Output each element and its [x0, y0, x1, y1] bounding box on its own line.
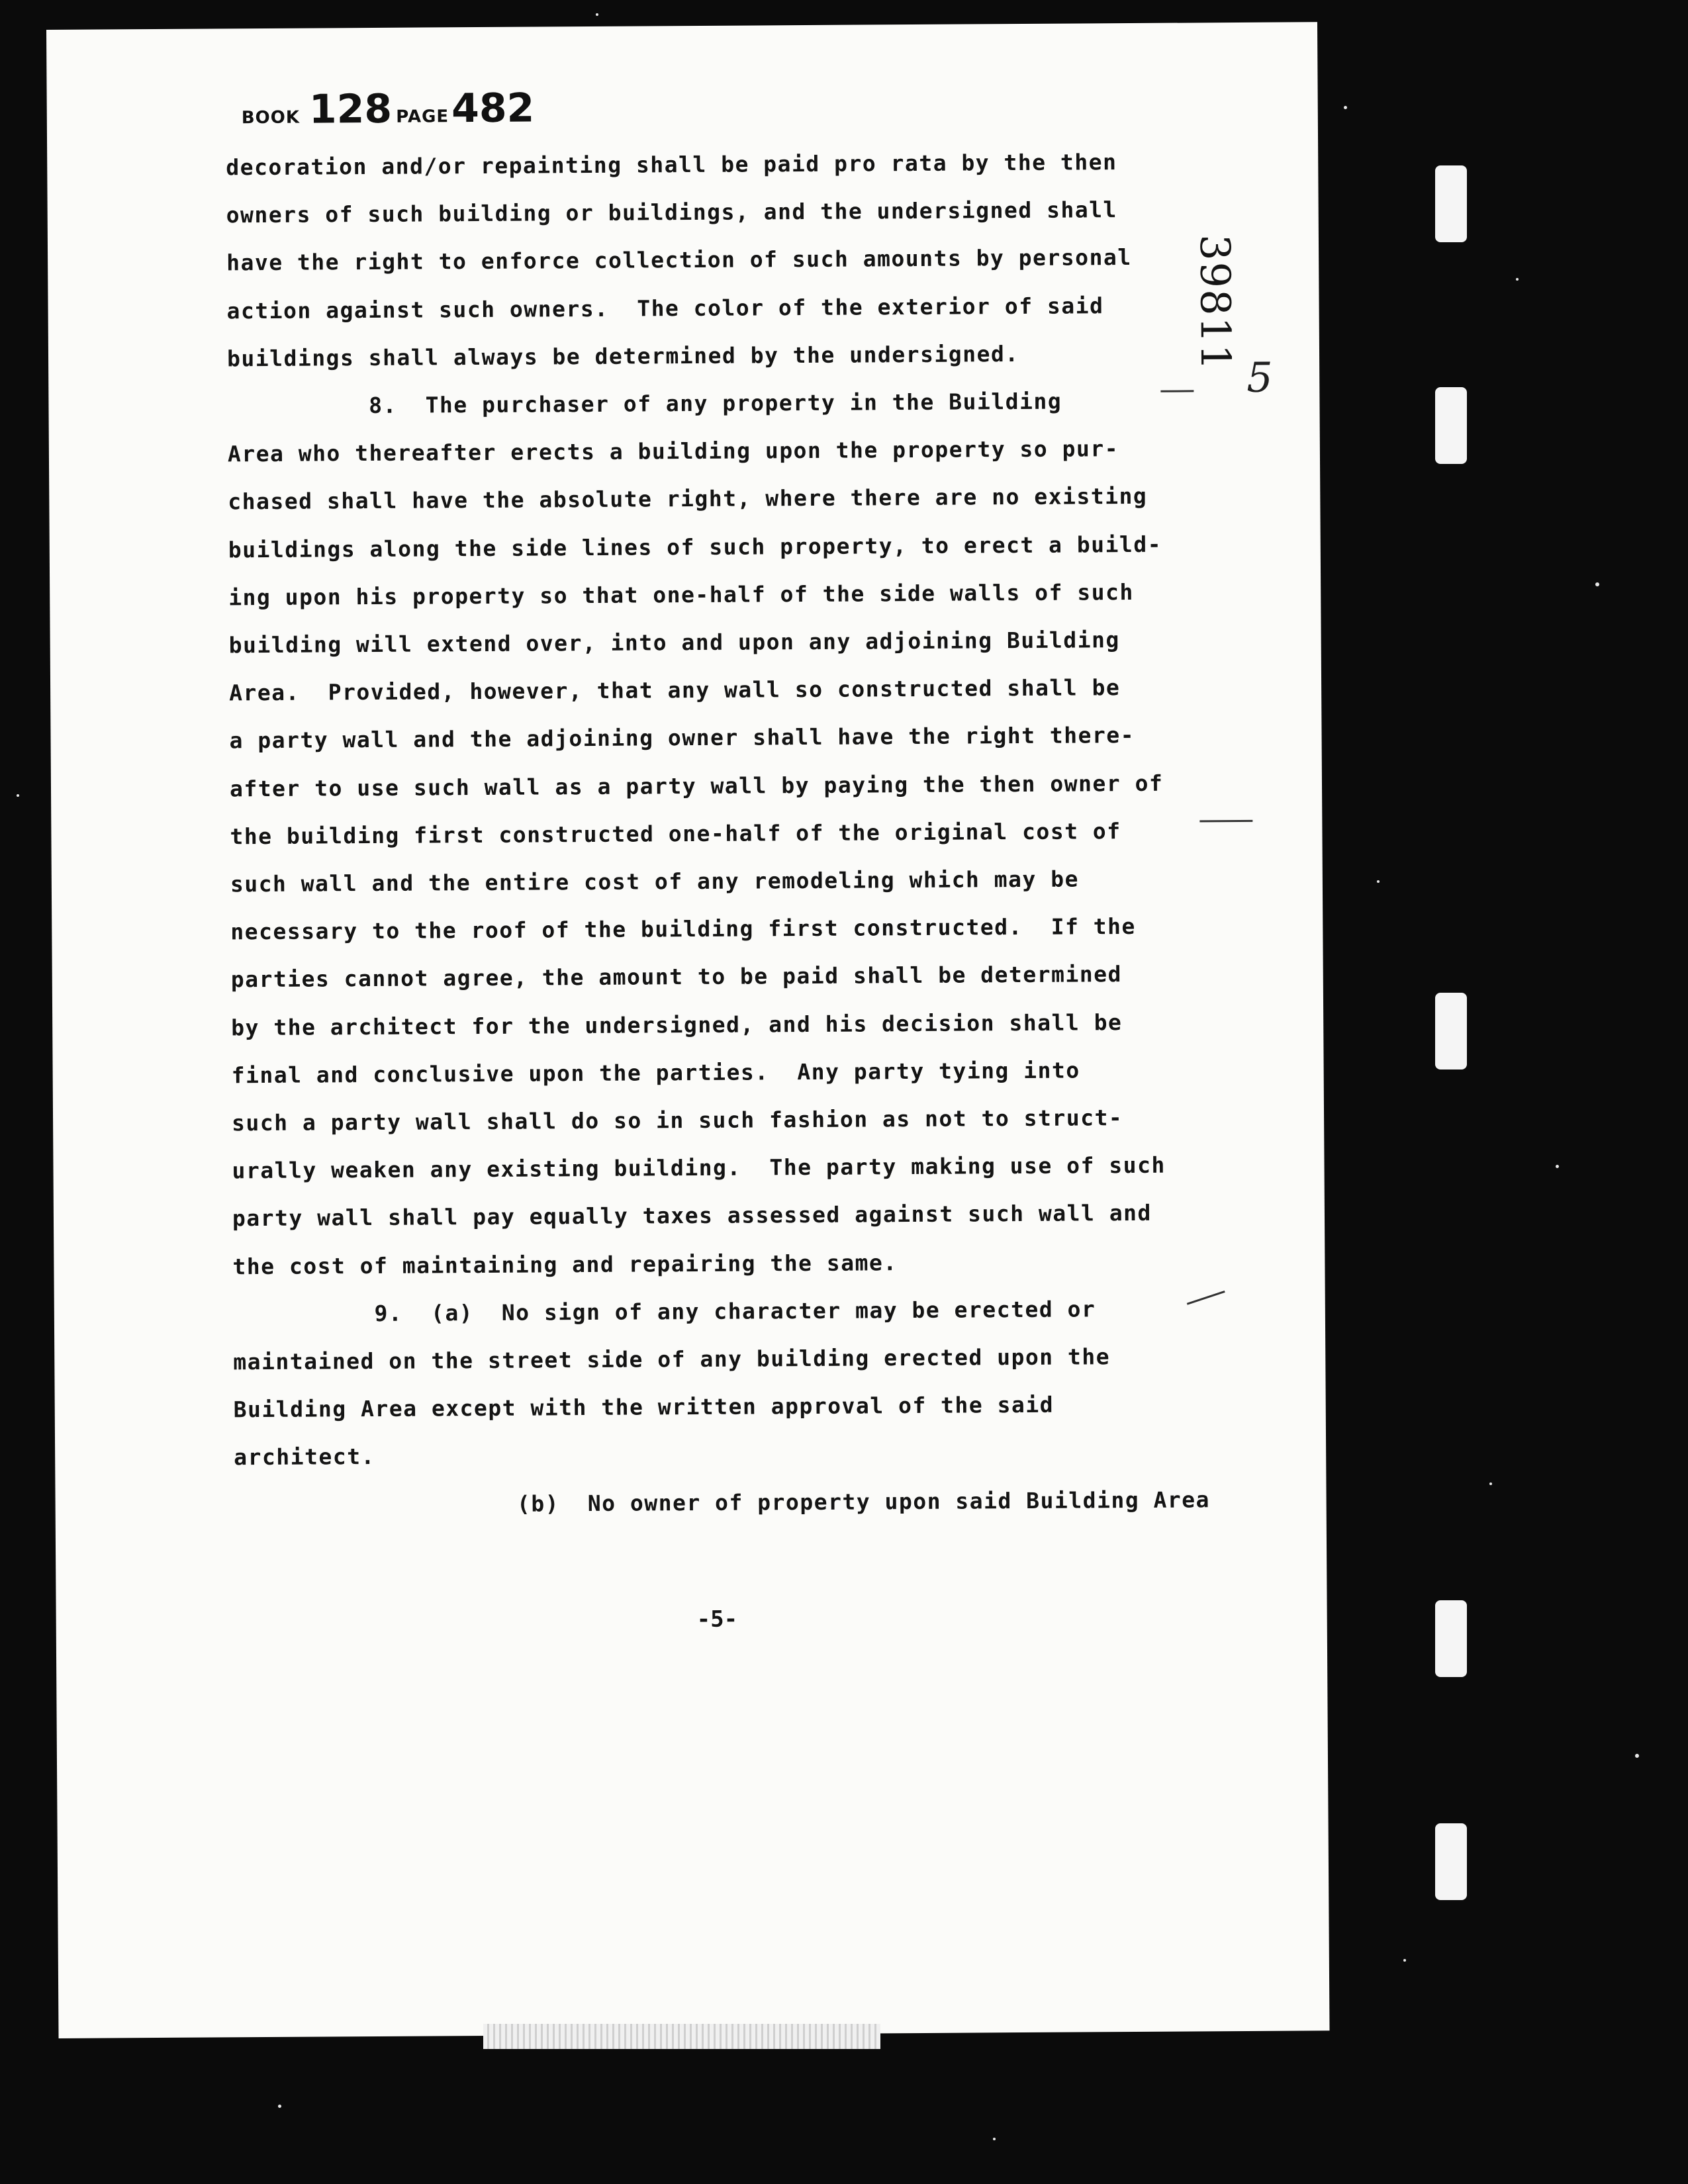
- dust-speck: [17, 794, 19, 797]
- text-line: action against such owners. The color of the exterior of said: [226, 292, 1104, 324]
- dust-speck: [1595, 582, 1599, 586]
- dust-speck: [1489, 1482, 1492, 1485]
- sprocket-hole: [1435, 1600, 1467, 1677]
- text-line: a party wall and the adjoining owner shall have the right there-: [229, 722, 1135, 754]
- text-line: such wall and the entire cost of any remodeling which may be: [230, 866, 1080, 897]
- margin-dash: [1160, 390, 1194, 392]
- dust-speck: [1403, 1959, 1406, 1962]
- dust-speck: [1556, 1165, 1559, 1168]
- text-line: necessary to the roof of the building first constructed. If the: [230, 913, 1136, 945]
- text-line: 9. (a) No sign of any character may be erected or: [232, 1296, 1096, 1328]
- book-label: BOOK: [241, 107, 301, 128]
- text-line: the cost of maintaining and repairing the same.: [232, 1249, 898, 1279]
- dust-speck: [278, 2105, 281, 2108]
- margin-dash: [1187, 1291, 1225, 1305]
- dust-speck: [993, 2138, 996, 2140]
- text-line: the building first constructed one-half of the original cost of: [230, 817, 1121, 850]
- book-number: 128: [308, 85, 393, 133]
- book-page-stamp: [242, 85, 535, 133]
- text-line: parties cannot agree, the amount to be paid shall be determined: [230, 961, 1123, 993]
- text-line: building will extend over, into and upon any adjoining Building: [228, 627, 1120, 659]
- side-handwritten-mark: 5: [1246, 353, 1273, 402]
- document-page: [46, 22, 1330, 2038]
- text-line: urally weaken any existing building. The party making use of such: [232, 1152, 1166, 1184]
- text-line: after to use such wall as a party wall by paying the then owner of: [229, 770, 1164, 801]
- sprocket-hole: [1435, 993, 1467, 1069]
- page-number: 482: [451, 85, 535, 132]
- dust-speck: [596, 13, 598, 16]
- dust-speck: [1377, 880, 1380, 883]
- text-line: (b) No owner of property upon said Building Area: [234, 1486, 1211, 1518]
- text-line: owners of such building or buildings, and the undersigned shall: [226, 197, 1117, 228]
- film-edge-strip: [483, 2024, 880, 2049]
- text-line: Area who thereafter erects a building upon the property so pur-: [227, 435, 1119, 467]
- side-document-number: 39811: [1190, 234, 1241, 372]
- text-line: buildings along the side lines of such property, to erect a build-: [228, 531, 1162, 563]
- text-line: architect.: [234, 1443, 375, 1471]
- text-line: decoration and/or repainting shall be paid pro rata by the then: [226, 149, 1117, 181]
- sprocket-hole: [1435, 387, 1467, 464]
- text-line: Building Area except with the written approval of the said: [233, 1391, 1055, 1423]
- text-line: final and conclusive upon the parties. Any party tying into: [231, 1057, 1080, 1089]
- text-line: by the architect for the undersigned, and his decision shall be: [231, 1009, 1123, 1040]
- dust-speck: [1635, 1754, 1639, 1758]
- page-footer-number: -5-: [696, 1606, 738, 1633]
- text-line: Area. Provided, however, that any wall so constructed shall be: [229, 674, 1121, 706]
- text-line: maintained on the street side of any building erected upon the: [233, 1343, 1111, 1375]
- page-label: PAGE: [396, 107, 449, 127]
- text-line: such a party wall shall do so in such fashion as not to struct-: [231, 1105, 1123, 1136]
- text-line: chased shall have the absolute right, where there are no existing: [228, 483, 1148, 515]
- dust-speck: [1516, 278, 1519, 281]
- text-line: buildings shall always be determined by the undersigned.: [226, 340, 1019, 372]
- sprocket-hole: [1435, 1823, 1467, 1900]
- text-line: party wall shall pay equally taxes assessed against such wall and: [232, 1200, 1152, 1232]
- text-line: ing upon his property so that one-half of the side walls of such: [228, 578, 1134, 611]
- dust-speck: [1344, 106, 1347, 109]
- margin-dash: [1199, 820, 1252, 822]
- text-line: 8. The purchaser of any property in the Building: [227, 388, 1062, 420]
- text-line: have the right to enforce collection of such amounts by personal: [226, 244, 1132, 276]
- sprocket-hole: [1435, 165, 1467, 242]
